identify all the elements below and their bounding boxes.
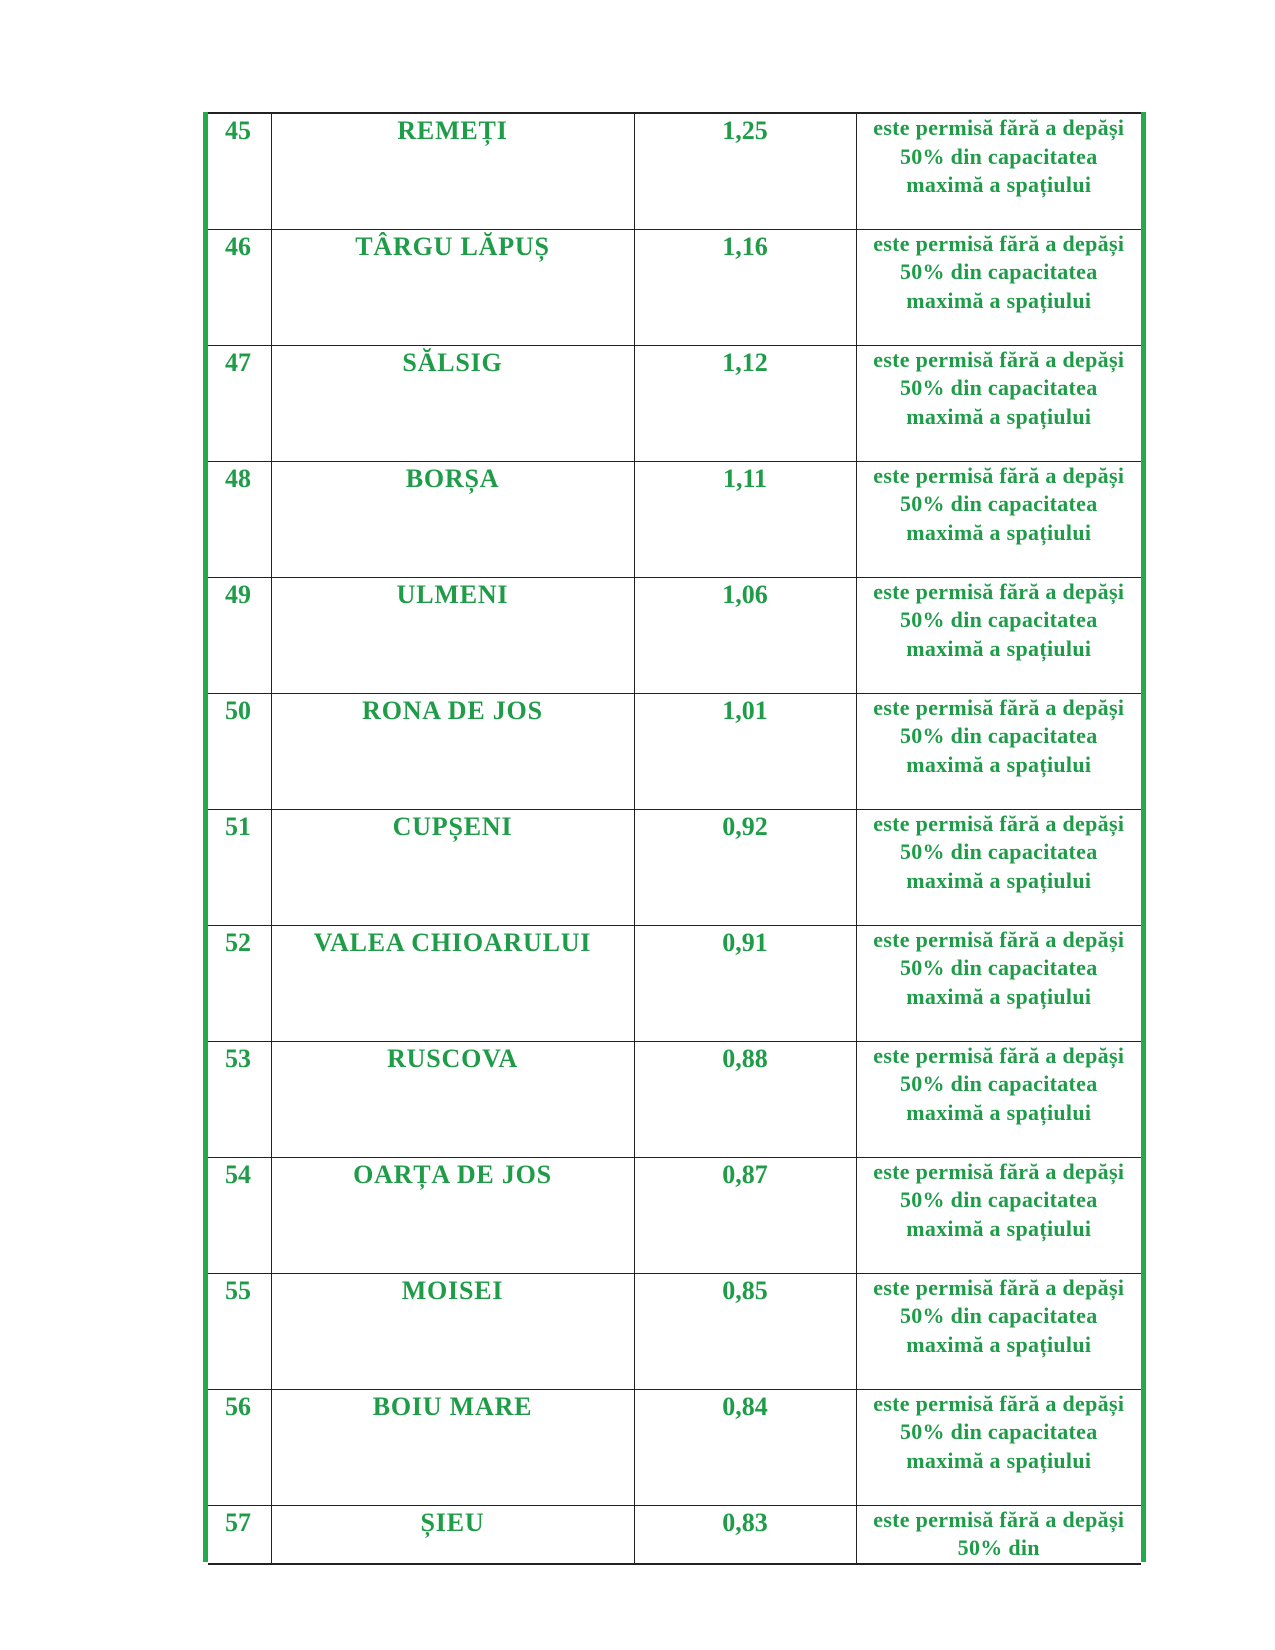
restriction-note: este permisă fără a depăși 50% din capacitatea maximă a spațiului (856, 345, 1141, 461)
rate-value: 1,01 (634, 693, 856, 809)
rate-value: 0,84 (634, 1389, 856, 1505)
restriction-note: este permisă fără a depăși 50% din (856, 1505, 1141, 1564)
rate-value: 0,85 (634, 1273, 856, 1389)
restriction-note: este permisă fără a depăși 50% din capacitatea maximă a spațiului (856, 809, 1141, 925)
table-row (208, 1273, 1141, 1389)
table-row (208, 1041, 1141, 1157)
row-number: 54 (208, 1157, 271, 1273)
restriction-note: este permisă fără a depăși 50% din capacitatea maximă a spațiului (856, 229, 1141, 345)
locality-name: BORȘA (271, 461, 634, 577)
table-row (208, 693, 1141, 809)
table-row (208, 345, 1141, 461)
rate-value: 0,92 (634, 809, 856, 925)
rate-value: 1,11 (634, 461, 856, 577)
rate-value: 1,12 (634, 345, 856, 461)
locality-name: ULMENI (271, 577, 634, 693)
row-number: 55 (208, 1273, 271, 1389)
table-row (208, 1505, 1141, 1564)
row-number: 46 (208, 229, 271, 345)
locality-name: ȘIEU (271, 1505, 634, 1564)
table-row (208, 577, 1141, 693)
locality-name: SĂLSIG (271, 345, 634, 461)
row-number: 47 (208, 345, 271, 461)
rate-value: 1,06 (634, 577, 856, 693)
row-number: 50 (208, 693, 271, 809)
row-number: 57 (208, 1505, 271, 1564)
locality-name: VALEA CHIOARULUI (271, 925, 634, 1041)
rate-value: 0,87 (634, 1157, 856, 1273)
locality-name: MOISEI (271, 1273, 634, 1389)
locality-name: CUPȘENI (271, 809, 634, 925)
row-number: 52 (208, 925, 271, 1041)
table-row (208, 1157, 1141, 1273)
locality-name: RONA DE JOS (271, 693, 634, 809)
table-row (208, 809, 1141, 925)
table-body (208, 113, 1141, 1564)
locality-name: BOIU MARE (271, 1389, 634, 1505)
row-number: 53 (208, 1041, 271, 1157)
rate-value: 0,88 (634, 1041, 856, 1157)
rate-value: 0,91 (634, 925, 856, 1041)
table-row (208, 1389, 1141, 1505)
table-row (208, 925, 1141, 1041)
row-number: 51 (208, 809, 271, 925)
row-number: 45 (208, 113, 271, 229)
rate-value: 1,25 (634, 113, 856, 229)
restriction-note: este permisă fără a depăși 50% din capacitatea maximă a spațiului (856, 1157, 1141, 1273)
restriction-note: este permisă fără a depăși 50% din capacitatea maximă a spațiului (856, 925, 1141, 1041)
locality-name: REMEȚI (271, 113, 634, 229)
row-number: 49 (208, 577, 271, 693)
locality-name: RUSCOVA (271, 1041, 634, 1157)
restriction-note: este permisă fără a depăși 50% din capacitatea maximă a spațiului (856, 461, 1141, 577)
restriction-note: este permisă fără a depăși 50% din capacitatea maximă a spațiului (856, 1041, 1141, 1157)
rate-value: 0,83 (634, 1505, 856, 1564)
rate-value: 1,16 (634, 229, 856, 345)
locality-name: TÂRGU LĂPUȘ (271, 229, 634, 345)
row-number: 56 (208, 1389, 271, 1505)
document-table-frame (203, 112, 1146, 1562)
restriction-note: este permisă fără a depăși 50% din capacitatea maximă a spațiului (856, 113, 1141, 229)
row-number: 48 (208, 461, 271, 577)
table-row (208, 113, 1141, 229)
table-row (208, 461, 1141, 577)
locality-name: OARȚA DE JOS (271, 1157, 634, 1273)
restriction-note: este permisă fără a depăși 50% din capacitatea maximă a spațiului (856, 577, 1141, 693)
restriction-note: este permisă fără a depăși 50% din capacitatea maximă a spațiului (856, 1389, 1141, 1505)
table-row (208, 229, 1141, 345)
restriction-note: este permisă fără a depăși 50% din capacitatea maximă a spațiului (856, 693, 1141, 809)
restriction-note: este permisă fără a depăși 50% din capacitatea maximă a spațiului (856, 1273, 1141, 1389)
localities-table (208, 112, 1141, 1565)
